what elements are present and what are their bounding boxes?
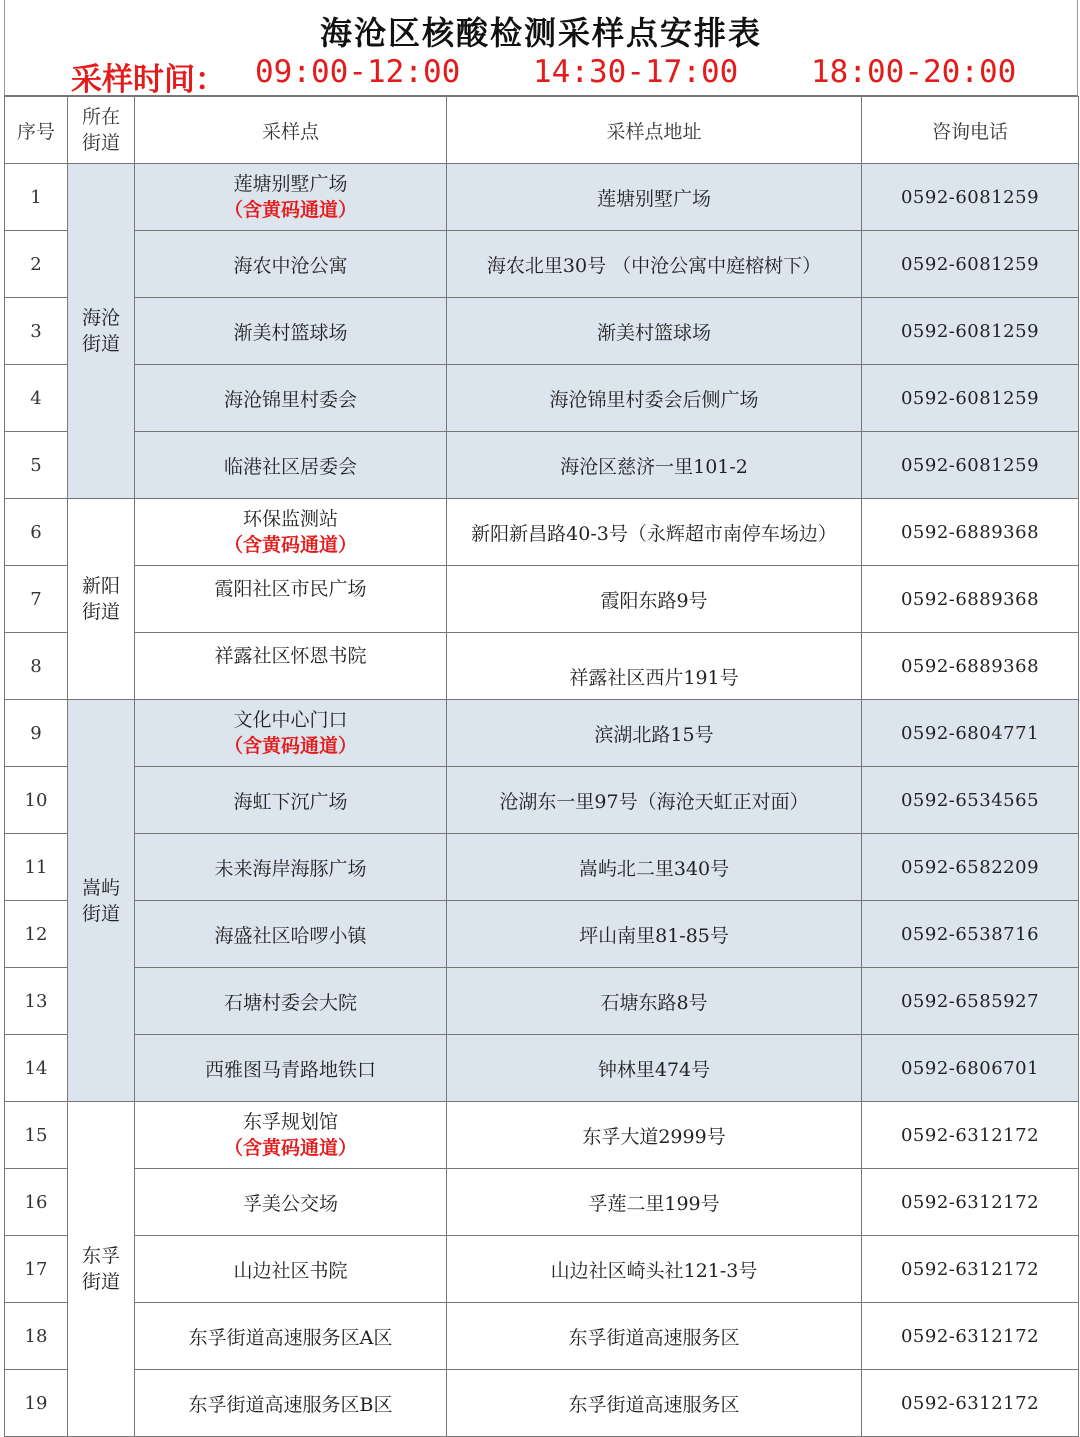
- table-row: [5, 499, 1079, 566]
- address-cell: 渐美村篮球场: [447, 298, 862, 365]
- sampling-time-label: 采样时间：: [71, 62, 226, 98]
- address-cell: 石塘东路8号: [447, 968, 862, 1035]
- row-number: 18: [5, 1303, 68, 1370]
- row-number: 5: [5, 432, 68, 499]
- row-number: 11: [5, 834, 68, 901]
- row-number: 16: [5, 1169, 68, 1236]
- phone-cell: 0592-6889368: [862, 499, 1079, 566]
- phone-cell: 0592-6534565: [862, 767, 1079, 834]
- address-cell: 东孚大道2999号: [447, 1102, 862, 1169]
- phone-cell: 0592-6582209: [862, 834, 1079, 901]
- site-cell: [135, 499, 447, 566]
- site-cell: 山边社区书院: [135, 1236, 447, 1303]
- street-cell: [68, 700, 135, 1102]
- header-address: 采样点地址: [447, 97, 862, 164]
- table-row: [5, 298, 1079, 365]
- schedule-sheet: [4, 0, 1078, 1432]
- site-cell: 渐美村篮球场: [135, 298, 447, 365]
- row-number: 17: [5, 1236, 68, 1303]
- table-row: [5, 432, 1079, 499]
- row-number: 2: [5, 231, 68, 298]
- address-cell: 海沧区慈济一里101-2: [447, 432, 862, 499]
- row-number: 12: [5, 901, 68, 968]
- site-cell: 未来海岸海豚广场: [135, 834, 447, 901]
- site-name: 祥露社区怀恩书院: [214, 644, 367, 667]
- site-cell: 石塘村委会大院: [135, 968, 447, 1035]
- time-slot-morning: 09:00-12:00: [255, 54, 461, 90]
- site-name: 霞阳社区市民广场: [214, 577, 367, 600]
- address-cell: 山边社区崎头社121-3号: [447, 1236, 862, 1303]
- site-name: 莲塘别墅广场: [233, 173, 348, 195]
- table-row: [5, 834, 1079, 901]
- site-cell: [135, 164, 447, 231]
- phone-cell: 0592-6081259: [862, 365, 1079, 432]
- phone-cell: 0592-6312172: [862, 1370, 1079, 1437]
- title-block: [4, 0, 1078, 96]
- street-cell: [68, 499, 135, 700]
- phone-cell: 0592-6889368: [862, 633, 1079, 700]
- address-cell: 坪山南里81-85号: [447, 901, 862, 968]
- table-row: [5, 1169, 1079, 1236]
- site-cell: 海盛社区哈啰小镇: [135, 901, 447, 968]
- yellow-code-note: （含黄码通道）: [223, 534, 357, 556]
- site-cell: [135, 566, 447, 633]
- site-name: 东孚规划馆: [242, 1111, 338, 1133]
- address-cell: 沧湖东一里97号（海沧天虹正对面）: [447, 767, 862, 834]
- sampling-site-table: [4, 96, 1079, 1437]
- phone-cell: 0592-6889368: [862, 566, 1079, 633]
- phone-cell: 0592-6312172: [862, 1169, 1079, 1236]
- row-number: 14: [5, 1035, 68, 1102]
- site-name: 文化中心门口: [233, 709, 348, 731]
- table-row: [5, 365, 1079, 432]
- yellow-code-note: （含黄码通道）: [223, 1137, 357, 1159]
- phone-cell: 0592-6081259: [862, 164, 1079, 231]
- site-cell: 海农中沧公寓: [135, 231, 447, 298]
- header-no: 序号: [5, 97, 68, 164]
- table-row: [5, 231, 1079, 298]
- street-cell: [68, 164, 135, 499]
- table-header-row: [5, 97, 1079, 164]
- site-cell: 海沧锦里村委会: [135, 365, 447, 432]
- row-number: 6: [5, 499, 68, 566]
- row-number: 15: [5, 1102, 68, 1169]
- site-cell: 孚美公交场: [135, 1169, 447, 1236]
- table-row: [5, 767, 1079, 834]
- site-cell: 临港社区居委会: [135, 432, 447, 499]
- address-cell: 钟林里474号: [447, 1035, 862, 1102]
- street-name: 嵩屿街道: [81, 876, 120, 925]
- address-cell: 海农北里30号 （中沧公寓中庭榕树下）: [447, 231, 862, 298]
- page-title: 海沧区核酸检测采样点安排表: [319, 14, 762, 52]
- yellow-code-note: （含黄码通道）: [223, 199, 357, 221]
- site-cell: [135, 700, 447, 767]
- table-row: [5, 968, 1079, 1035]
- phone-cell: 0592-6081259: [862, 432, 1079, 499]
- row-number: 3: [5, 298, 68, 365]
- street-name: 东孚街道: [81, 1245, 120, 1293]
- row-number: 1: [5, 164, 68, 231]
- row-number: 8: [5, 633, 68, 700]
- yellow-code-note: （含黄码通道）: [223, 735, 357, 757]
- table-row: [5, 1236, 1079, 1303]
- row-number: 13: [5, 968, 68, 1035]
- table-row: [5, 700, 1079, 767]
- site-cell: [135, 1102, 447, 1169]
- table-row: [5, 1370, 1079, 1437]
- time-slot-afternoon: 14:30-17:00: [533, 54, 739, 90]
- table-row: [5, 566, 1079, 633]
- street-name: 海沧街道: [81, 307, 120, 355]
- row-number: 19: [5, 1370, 68, 1437]
- phone-cell: 0592-6312172: [862, 1303, 1079, 1370]
- address-cell: 海沧锦里村委会后侧广场: [447, 365, 862, 432]
- street-cell: [68, 1102, 135, 1437]
- phone-cell: 0592-6585927: [862, 968, 1079, 1035]
- table-row: [5, 164, 1079, 231]
- table-row: [5, 1035, 1079, 1102]
- address-text: 祥露社区西片191号: [569, 666, 739, 689]
- sampling-time-row: [5, 54, 1077, 98]
- header-street: 所在街道: [68, 97, 135, 164]
- row-number: 10: [5, 767, 68, 834]
- address-cell: [447, 633, 862, 700]
- address-cell: 嵩屿北二里340号: [447, 834, 862, 901]
- table-row: [5, 633, 1079, 700]
- street-name: 新阳街道: [81, 575, 120, 623]
- site-cell: 东孚街道高速服务区B区: [135, 1370, 447, 1437]
- phone-cell: 0592-6081259: [862, 231, 1079, 298]
- address-cell: 东孚街道高速服务区: [447, 1370, 862, 1437]
- phone-cell: 0592-6081259: [862, 298, 1079, 365]
- address-cell: 孚莲二里199号: [447, 1169, 862, 1236]
- site-cell: [135, 633, 447, 700]
- table-row: [5, 901, 1079, 968]
- header-phone: 咨询电话: [862, 97, 1079, 164]
- site-cell: 海虹下沉广场: [135, 767, 447, 834]
- address-cell: 新阳新昌路40-3号（永辉超市南停车场边）: [447, 499, 862, 566]
- phone-cell: 0592-6312172: [862, 1102, 1079, 1169]
- address-cell: 东孚街道高速服务区: [447, 1303, 862, 1370]
- row-number: 7: [5, 566, 68, 633]
- row-number: 9: [5, 700, 68, 767]
- address-cell: 莲塘别墅广场: [447, 164, 862, 231]
- phone-cell: 0592-6312172: [862, 1236, 1079, 1303]
- site-cell: 西雅图马青路地铁口: [135, 1035, 447, 1102]
- site-cell: 东孚街道高速服务区A区: [135, 1303, 447, 1370]
- table-row: [5, 1102, 1079, 1169]
- phone-cell: 0592-6806701: [862, 1035, 1079, 1102]
- row-number: 4: [5, 365, 68, 432]
- phone-cell: 0592-6804771: [862, 700, 1079, 767]
- header-site: 采样点: [135, 97, 447, 164]
- site-name: 环保监测站: [242, 508, 338, 530]
- phone-cell: 0592-6538716: [862, 901, 1079, 968]
- time-slot-evening: 18:00-20:00: [811, 54, 1017, 90]
- table-row: [5, 1303, 1079, 1370]
- address-cell: 霞阳东路9号: [447, 566, 862, 633]
- address-cell: 滨湖北路15号: [447, 700, 862, 767]
